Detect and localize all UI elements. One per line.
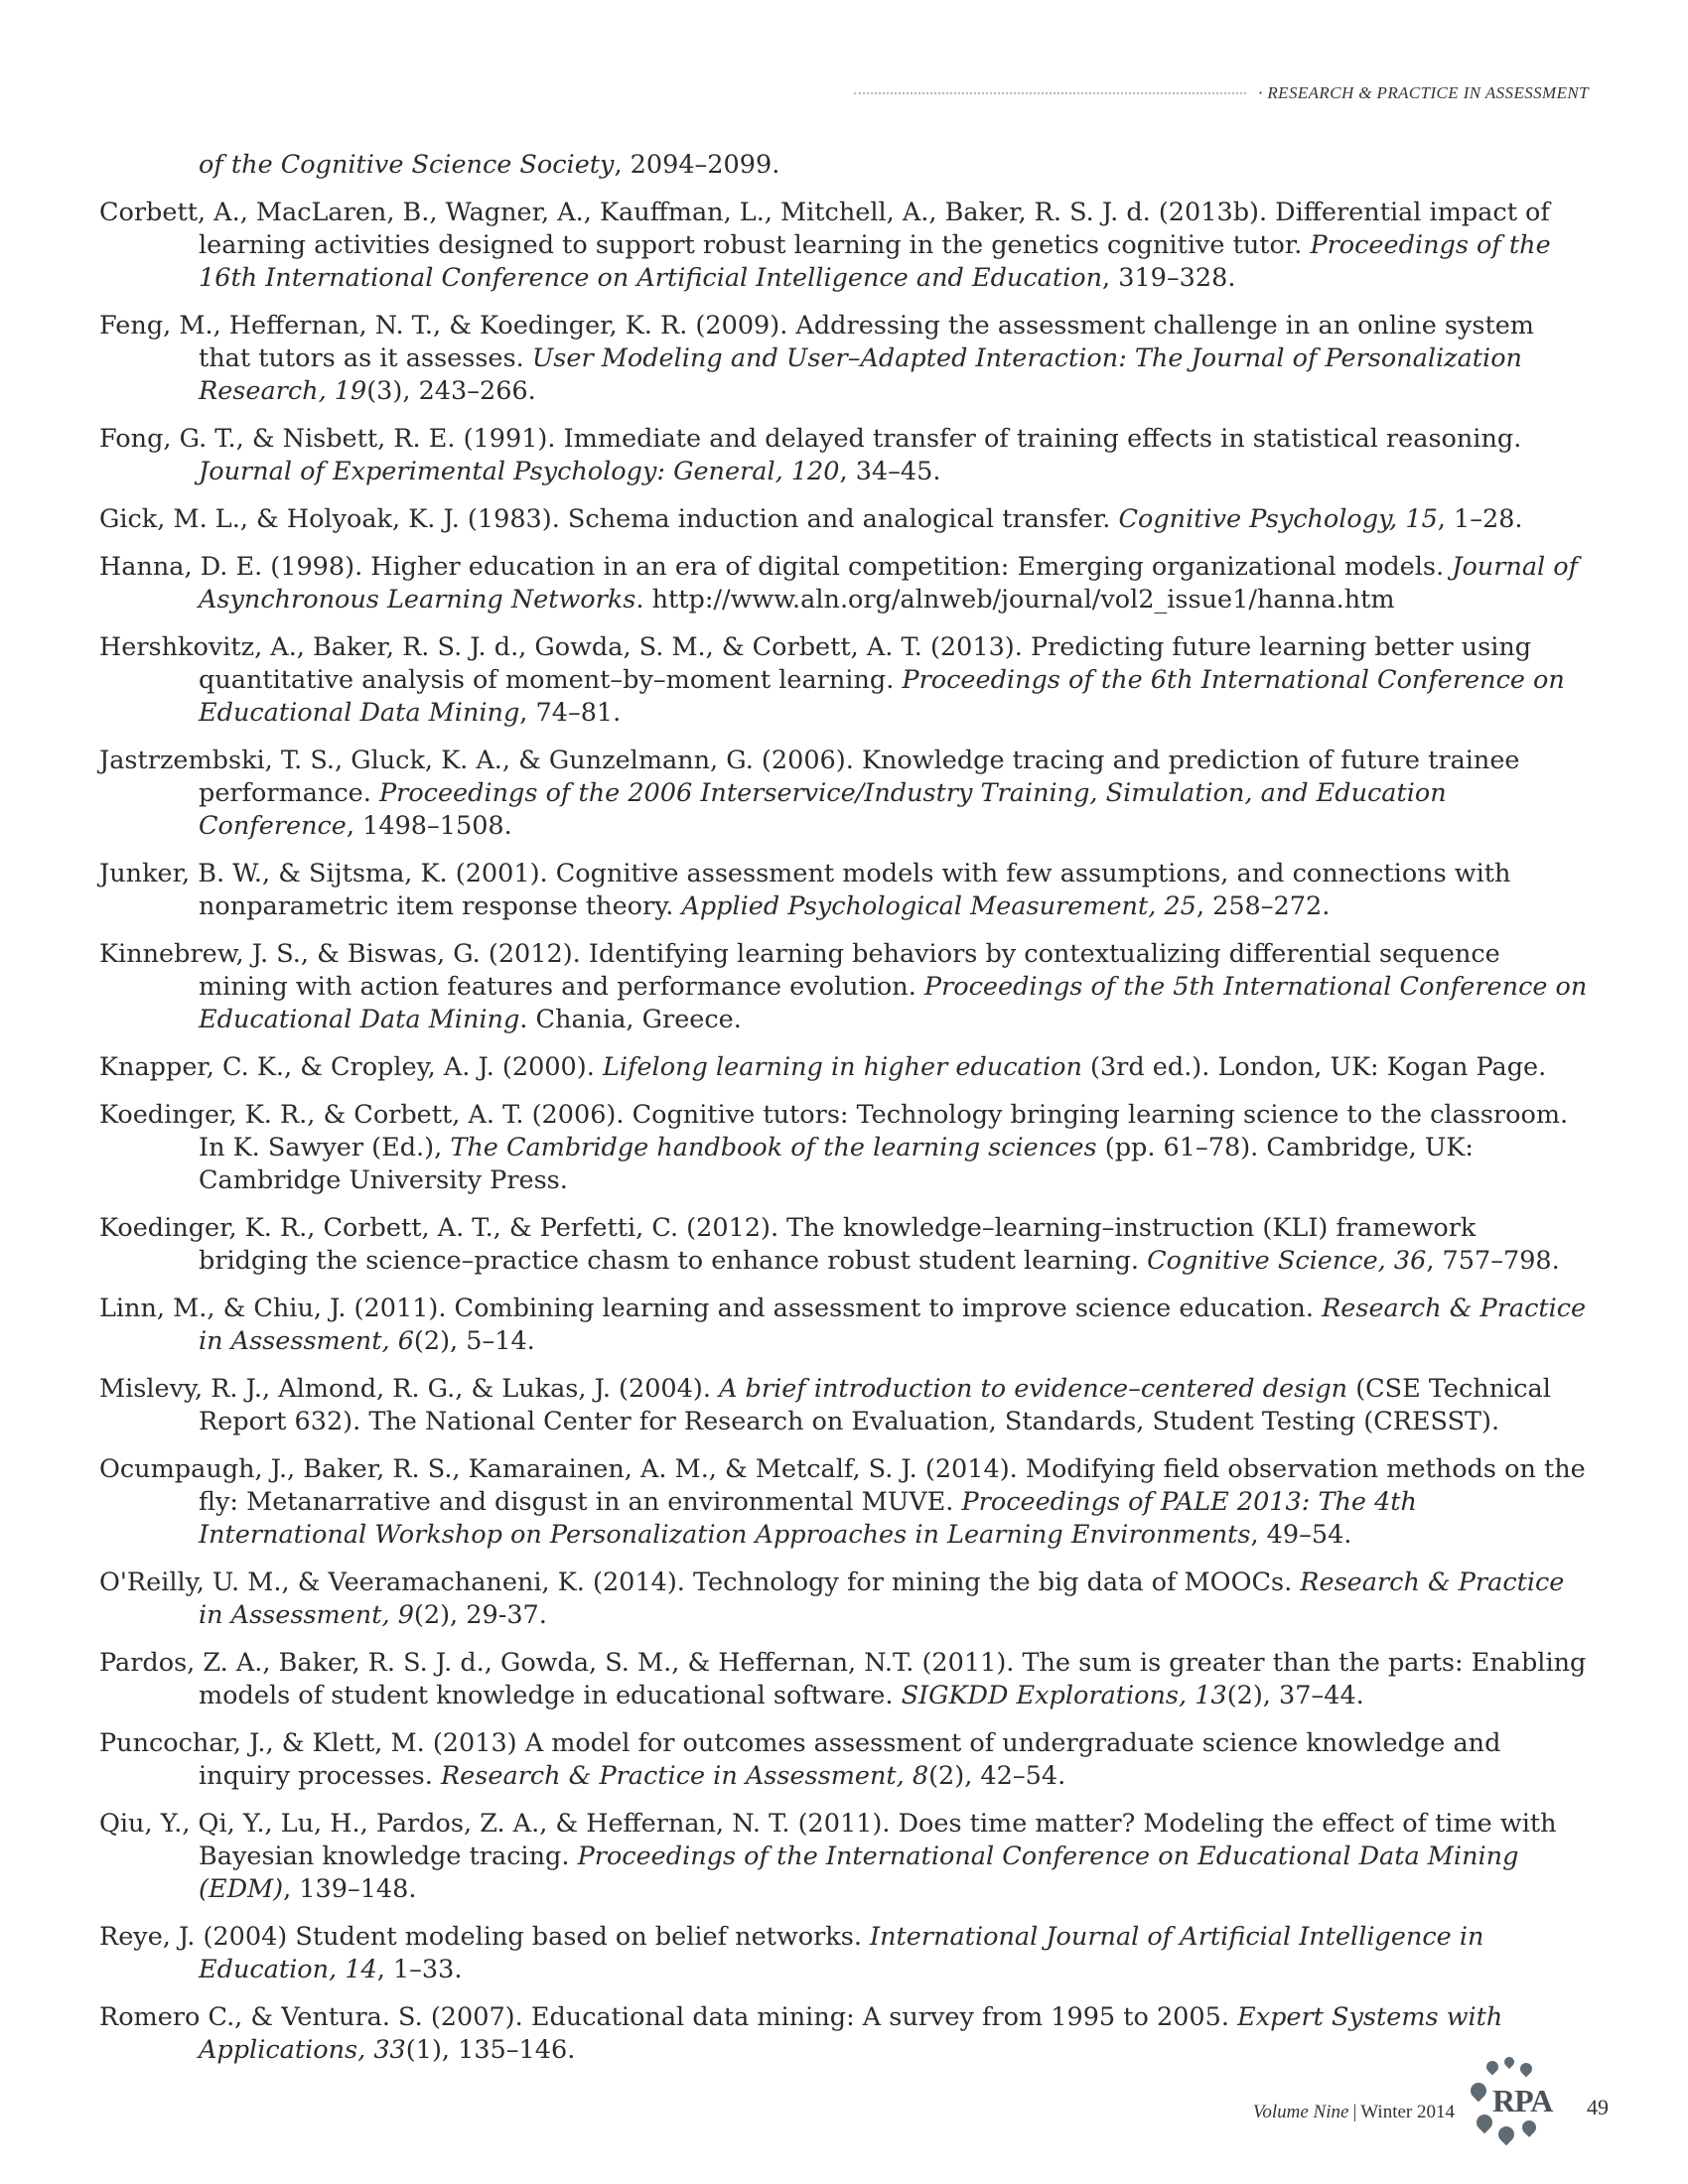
reference-text: Puncochar, J., & Klett, M. (2013) A model for outcomes assessment of undergraduate science knowledge and inquiry processes. [99,1728,1501,1791]
reference-entry [99,938,1589,1036]
header-dotted-rule [854,92,1246,94]
reference-title: SIGKDD Explorations, 13 [901,1681,1227,1710]
reference-entry [99,1567,1589,1632]
reference-text: (3rd ed.). London, UK: Kogan Page. [1081,1052,1547,1082]
reference-title: Applied Psychological Measurement, 25 [681,891,1196,921]
reference-text: Gick, M. L., & Holyoak, K. J. (1983). Schema induction and analogical transfer. [99,504,1119,534]
reference-text: (2), 37–44. [1226,1681,1364,1710]
page-footer [914,2057,1609,2156]
reference-entry [99,1647,1589,1712]
season-label: Winter 2014 [1360,2102,1455,2122]
reference-title: Expert Systems with Applications, 33 [199,2002,1503,2065]
reference-text: , 1–33. [376,1955,463,1984]
reference-title: Journal of Experimental Psychology: General, 120 [199,457,840,486]
reference-text: Hanna, D. E. (1998). Higher education in an era of digital competition: Emerging organizational models. [99,552,1453,582]
reference-text: (2), 42–54. [928,1761,1066,1791]
reference-text: . http://www.aln.org/alnweb/journal/vol2_issue1/hanna.htm [635,585,1395,614]
reference-continuation [99,149,1589,182]
reference-text: Fong, G. T., & Nisbett, R. E. (1991). Immediate and delayed transfer of training effects in statistical reasoning. [99,424,1522,454]
reference-text: , 319–328. [1102,263,1236,293]
reference-title: Cognitive Science, 36 [1147,1246,1427,1276]
reference-entry [99,310,1589,408]
footer-separator: | [1352,2102,1357,2122]
reference-title: Research & Practice in Assessment, 8 [440,1761,929,1791]
reference-title: Research & Practice in Assessment, 9 [199,1568,1565,1630]
reference-title: Proceedings of the 2006 Interservice/Industry Training, Simulation, and Education Conference [199,778,1447,841]
reference-title: Journal of Asynchronous Learning Networks [199,552,1579,614]
reference-entry [99,423,1589,488]
reference-text: (CSE Technical Report 632). The National Center for Research on Evaluation, Standards, Student Testing (CRESST). [199,1374,1551,1436]
reference-title: Proceedings of PALE 2013: The 4th International Workshop on Personalization Approaches in Learning Environments [199,1487,1417,1550]
reference-entry [99,503,1589,536]
reference-text: Hershkovitz, A., Baker, R. S. J. d., Gowda, S. M., & Corbett, A. T. (2013). Predicting future learning better using quantitative analysis of moment–by–moment learning. [99,632,1532,695]
reference-text: Ocumpaugh, J., Baker, R. S., Kamarainen, A. M., & Metcalf, S. J. (2014). Modifying field observation methods on the fly: Metanarrative and disgust in an environmental MUVE. [99,1454,1586,1517]
reference-text: Jastrzembski, T. S., Gluck, K. A., & Gunzelmann, G. (2006). Knowledge tracing and prediction of future trainee performance. [99,746,1520,808]
reference-entry [99,1051,1589,1084]
reference-text: , 1498–1508. [346,811,512,841]
volume-label: Volume Nine [1252,2102,1349,2122]
reference-text: O'Reilly, U. M., & Veeramachaneni, K. (2014). Technology for mining the big data of MOOCs. [99,1568,1301,1597]
reference-text: , 1–28. [1437,504,1523,534]
reference-title: Proceedings of the International Conference on Educational Data Mining (EDM) [199,1842,1519,1904]
reference-entry [99,1727,1589,1793]
reference-text: Feng, M., Heffernan, N. T., & Koedinger, K. R. (2009). Addressing the assessment challenge in an online system that tutors as it assesses. [99,311,1534,373]
reference-title: User Modeling and User–Adapted Interaction: The Journal of Personalization Research, 19 [199,343,1522,406]
reference-text: Mislevy, R. J., Almond, R. G., & Lukas, J. (2004). [99,1374,720,1404]
reference-text: Koedinger, K. R., Corbett, A. T., & Perfetti, C. (2012). The knowledge–learning–instruction (KLI) framework bridging the science–practice chasm to enhance robust student learning. [99,1213,1477,1276]
reference-text: (1), 135–146. [405,2035,576,2065]
reference-text: Pardos, Z. A., Baker, R. S. J. d., Gowda, S. M., & Heffernan, N.T. (2011). The sum is greater than the parts: Enabling models of student knowledge in educational software. [99,1648,1587,1710]
reference-entry [99,197,1589,295]
reference-entry [99,858,1589,923]
logo-text: RPA [1492,2083,1553,2118]
reference-entry [99,551,1589,616]
reference-text: (pp. 61–78). Cambridge, UK: Cambridge University Press. [199,1133,1475,1195]
reference-entry [99,745,1589,843]
reference-text: , 74–81. [519,698,622,728]
reference-list [99,149,1589,2082]
reference-title: A brief introduction to evidence–centered design [719,1374,1348,1404]
reference-text: Qiu, Y., Qi, Y., Lu, H., Pardos, Z. A., & Heffernan, N. T. (2011). Does time matter? Modeling the effect of time with Bayesian knowledge tracing. [99,1809,1557,1871]
reference-text: , 49–54. [1250,1520,1352,1550]
reference-title: Proceedings of the 5th International Conference on Educational Data Mining [199,972,1588,1034]
reference-text: , 139–148. [283,1874,417,1904]
running-header [854,81,1589,105]
reference-text: , 258–272. [1196,891,1331,921]
reference-entry [99,1808,1589,1906]
issue-info [1253,2102,1455,2123]
reference-title: Lifelong learning in higher education [602,1052,1082,1082]
journal-title: · RESEARCH & PRACTICE IN ASSESSMENT [1258,83,1589,102]
reference-title: Research & Practice in Assessment, 6 [199,1294,1587,1356]
reference-entry [99,1373,1589,1438]
reference-title: Proceedings of the 16th International Conference on Artificial Intelligence and Education [199,230,1551,293]
page-number: 49 [1587,2095,1609,2119]
reference-text: . Chania, Greece. [519,1005,742,1034]
reference-entry [99,1099,1589,1197]
reference-text: Corbett, A., MacLaren, B., Wagner, A., Kauffman, L., Mitchell, A., Baker, R. S. J. d. (2013b). Differential impact of learning activities designed to support robust learning in the genetics cognitive tutor. [99,198,1550,260]
reference-text: Junker, B. W., & Sijtsma, K. (2001). Cognitive assessment models with few assumptions, and connections with nonparametric item response theory. [99,859,1511,921]
reference-text: Koedinger, K. R., & Corbett, A. T. (2006). Cognitive tutors: Technology bringing learning science to the classroom. In K. Sawyer (Ed.), [99,1100,1569,1162]
reference-title: of the Cognitive Science Society [199,150,615,180]
reference-title: The Cambridge handbook of the learning sciences [450,1133,1097,1162]
rpa-logo [1465,2057,1554,2156]
reference-entry [99,631,1589,730]
reference-text: , 2094–2099. [614,150,780,180]
reference-text: (3), 243–266. [366,376,536,406]
reference-title: Proceedings of the 6th International Conference on Educational Data Mining [199,665,1565,728]
reference-entry [99,1921,1589,1986]
reference-text: Kinnebrew, J. S., & Biswas, G. (2012). Identifying learning behaviors by contextualizing differential sequence mining with action features and performance evolution. [99,939,1500,1002]
reference-entry [99,1453,1589,1552]
reference-title: Cognitive Psychology, 15 [1118,504,1438,534]
reference-text: Linn, M., & Chiu, J. (2011). Combining learning and assessment to improve science education. [99,1294,1323,1323]
reference-text: Romero C., & Ventura. S. (2007). Educational data mining: A survey from 1995 to 2005. [99,2002,1238,2032]
reference-text: , 34–45. [839,457,941,486]
reference-text: , 757–798. [1426,1246,1560,1276]
reference-entry [99,1293,1589,1358]
reference-text: Knapper, C. K., & Cropley, A. J. (2000). [99,1052,603,1082]
reference-text: (2), 29-37. [413,1600,547,1630]
reference-title: International Journal of Artificial Intelligence in Education, 14 [199,1922,1484,1984]
reference-text: (2), 5–14. [413,1326,535,1356]
reference-text: Reye, J. (2004) Student modeling based on belief networks. [99,1922,871,1952]
reference-entry [99,1212,1589,1278]
